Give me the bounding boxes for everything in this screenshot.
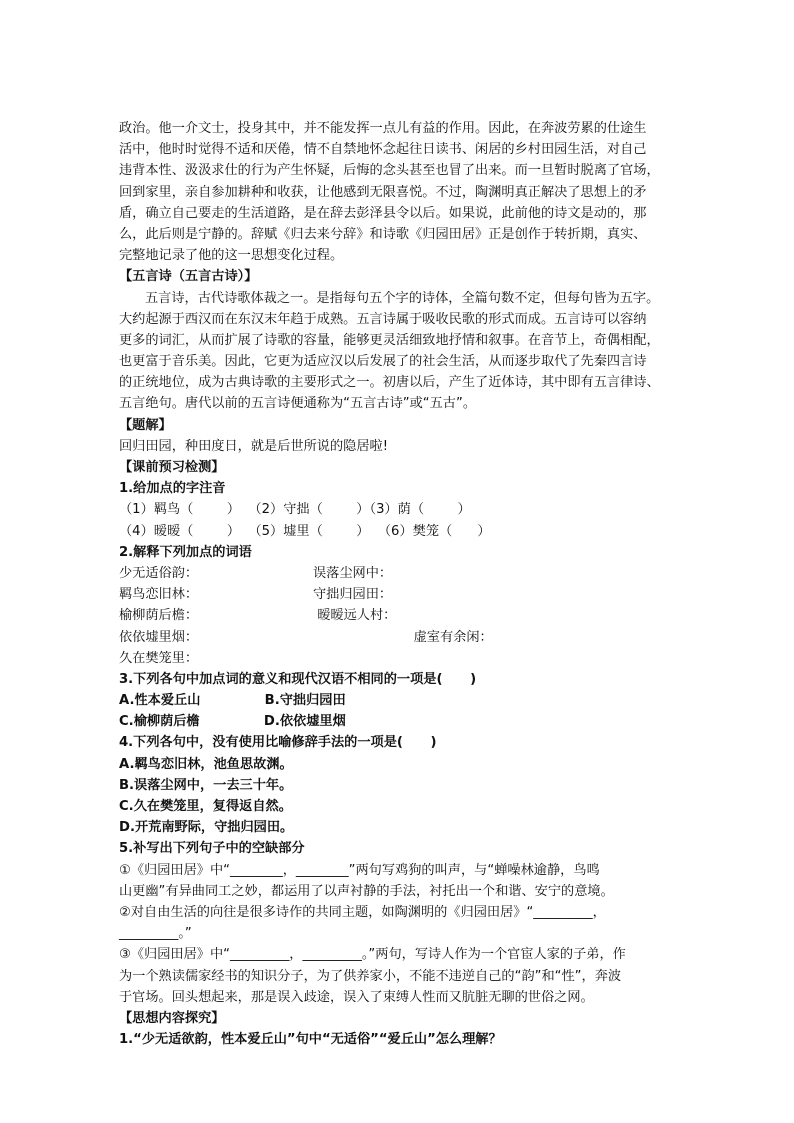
preview-check-section (119, 457, 679, 1008)
text-line: 的正统地位，成为古典诗歌的主要形式之一。初唐以后，产生了近体诗，其中即有五言律诗、 (119, 375, 660, 391)
word-pair-row (119, 648, 679, 669)
text-line: 违背本性、汲汲求仕的行为产生怀疑，后悔的念头甚至也冒了出来。而一旦暂时脱离了官场， (119, 163, 660, 179)
text-line: 完整地记录了他的这一思想变化过程。 (119, 248, 344, 264)
text-line: _________。” (119, 926, 192, 942)
text-line: 大约起源于西汉而在东汉末年趋于成熟。五言诗属于吸收民歌的形式而成。五言诗可以容纳 (119, 311, 647, 327)
question-title: 1.“少无适欲韵，性本爱丘山”句中“无适俗”“爱丘山”怎么理解？ (119, 1032, 502, 1048)
option-row: A.羁鸟恋旧林，池鱼思故渊。 (119, 756, 293, 772)
text-line: 山更幽”有异曲同工之妙，都运用了以声衬静的手法，衬托出一个和谐、安宁的意境。 (119, 883, 614, 899)
word-item: 虚室有余闲： (313, 629, 493, 645)
word-item: 少无适俗韵： (119, 565, 199, 581)
word-pair-row (119, 563, 679, 584)
word-item: 羁鸟恋旧林： (119, 587, 199, 603)
question-title: 5.补写出下列句子中的空缺部分 (119, 841, 305, 857)
word-pair-row (119, 627, 679, 648)
word-item: 守拙归园田： (313, 587, 393, 603)
text-line: 于官场。回头想起来，那是误入歧途，误入了束缚人性而又肮脏无聊的世俗之网。 (119, 989, 594, 1005)
section-heading: 【题解】 (119, 417, 172, 433)
intro-paragraph (119, 118, 679, 266)
text-line: ②对自由生活的向往是很多诗作的共同主题，如陶渊明的《归园田居》“_________， (119, 904, 606, 920)
text-line: 为一个熟读儒家经书的知识分子，为了供养家小，不能不违逆自己的“韵”和“性”，奔波 (119, 968, 622, 984)
content-inquiry-section (119, 1008, 679, 1050)
text-line: ①《归园田居》中“________，________”两句写鸡狗的叫声，与“蝉噪林逾静，鸟鸣 (119, 862, 600, 878)
section-heading: 【五言诗（五言古诗）】 (119, 269, 258, 285)
option-row: D.开荒南野际，守拙归园田。 (119, 820, 294, 836)
question-title: 4.下列各句中，没有使用比喻修辞手法的一项是( ) (119, 735, 437, 751)
text-line: 么，此后则是宁静的。辞赋《归去来兮辞》和诗歌《归园田居》正是创作于转折期，真实、 (119, 226, 647, 242)
pinyin-blanks-row: （1）羁鸟（ ） （2）守拙（ ）（3）荫（ ） (119, 502, 471, 518)
text-line: 五言绝句。唐代以前的五言诗便通称为“五言古诗”或“五古”。 (119, 396, 477, 412)
text-line: 回归田园，种田度日，就是后世所说的隐居啦! (119, 438, 389, 454)
word-item: 榆柳荫后檐： (119, 608, 199, 624)
option-row: C.久在樊笼里，复得返自然。 (119, 799, 292, 814)
word-item: 依依墟里烟： (119, 629, 199, 645)
text-line: 五言诗，古代诗歌体裁之一。是指每句五个字的诗体，全篇句数不定，但每句皆为五字。 (145, 290, 660, 306)
question-title: 2.解释下列加点的词语 (119, 544, 252, 560)
text-line: 政治。他一介文士，投身其中，并不能发挥一点儿有益的作用。因此，在奔波劳累的仕途生 (119, 121, 647, 136)
text-line: 回到家里，亲自参加耕种和收获，让他感到无限喜悦。不过，陶渊明真正解决了思想上的矛 (119, 184, 647, 200)
pinyin-blanks-row: （4）暧暧（ ） （5）墟里（ ） （6）樊笼（ ） (119, 523, 491, 539)
section-heading: 【课前预习检测】 (119, 460, 225, 475)
option-row: B.误落尘网中，一去三十年。 (119, 777, 293, 793)
word-pair-row (119, 605, 679, 626)
text-line: 也更富于音乐美。因此，它更为适应汉以后发展了的社会生活，从而逐步取代了先秦四言诗 (119, 354, 647, 370)
option-row: A.性本爱丘山 B.守拙归园田 (119, 693, 346, 709)
document-page (119, 118, 679, 1050)
text-line: 盾，确立自己要走的生活道路，是在辞去彭泽县令以后。如果说，此前他的诗文是动的，那 (119, 205, 647, 221)
question-title: 3.下列各句中加点词的意义和现代汉语不相同的一项是( ) (119, 671, 477, 687)
word-pair-row (119, 584, 679, 605)
text-line: 活中，他时时觉得不适和厌倦，情不自禁地怀念起往日读书、闲居的乡村田园生活，对自己 (119, 142, 647, 158)
text-line: 更多的词汇，从而扩展了诗歌的容量，能够更灵活细致地抒情和叙事。在音节上，奇偶相配， (119, 332, 660, 348)
option-row: C.榆柳荫后檐 D.依依墟里烟 (119, 714, 346, 730)
word-item: 暧暧远人村： (313, 608, 397, 624)
tijie-section (119, 415, 679, 457)
wuyan-section (119, 266, 679, 414)
question-title: 1.给加点的字注音 (119, 481, 226, 497)
text-line: ③《归园田居》中“_________，_________。”两句，写诗人作为一个官宦人家的子弟，作 (119, 947, 626, 963)
word-item: 久在樊笼里： (119, 650, 199, 666)
section-heading: 【思想内容探究】 (119, 1010, 225, 1026)
word-item: 误落尘网中： (313, 565, 393, 581)
